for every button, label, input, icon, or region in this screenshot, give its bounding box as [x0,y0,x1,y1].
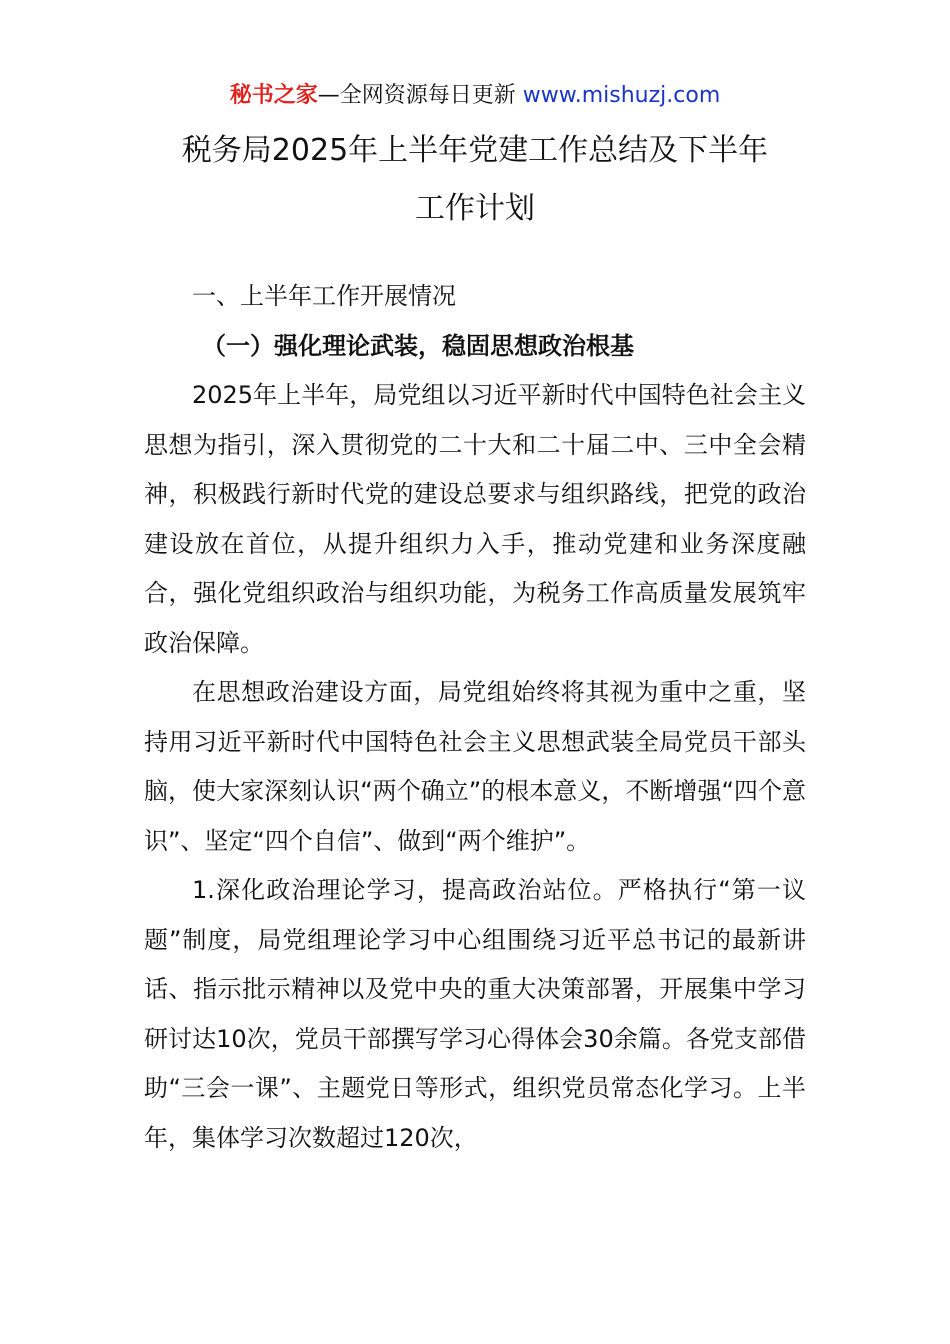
watermark-brand: 秘书之家 [229,83,318,108]
watermark-slogan: —全网资源每日更新 [317,83,516,108]
document-title-line-2: 工作计划 [415,191,535,226]
body-paragraph: 在思想政治建设方面，局党组始终将其视为重中之重，坚持用习近平新时代中国特色社会主义思想武装全局党员干部头脑，使大家深刻认识“两个确立”的根本意义，不断增强“四个意识”、坚定“四个自信”、做到“两个维护”。 [144,678,806,855]
document-title-line-1: 税务局2025年上半年党建工作总结及下半年 [181,133,769,168]
body-paragraph: 2025年上半年，局党组以习近平新时代中国特色社会主义思想为指引，深入贯彻党的二十大和二十届二中、三中全会精神，积极践行新时代党的建设总要求与组织路线，把党的政治建设放在首位，从提升组织力入手，推动党建和业务深度融合，强化党组织政治与组织功能，为税务工作高质量发展筑牢政治保障。 [144,381,806,657]
watermark-url[interactable]: www.mishuzj.com [522,83,721,108]
watermark-header [0,80,950,112]
document-title [120,122,830,238]
section-heading: 一、上半年工作开展情况 [192,282,456,310]
body-paragraph: 1.深化政治理论学习，提高政治站位。严格执行“第一议题”制度，局党组理论学习中心组围绕习近平总书记的最新讲话、指示批示精神以及党中央的重大决策部署，开展集中学习研讨达10次，党员干部撰写学习心得体会30余篇。各党支部借助“三会一课”、主题党日等形式，组织党员常态化学习。上半年，集体学习次数超过120次， [144,876,806,1152]
document-body [144,272,806,1163]
subsection-heading: （一）强化理论武装，稳固思想政治根基 [202,331,634,360]
